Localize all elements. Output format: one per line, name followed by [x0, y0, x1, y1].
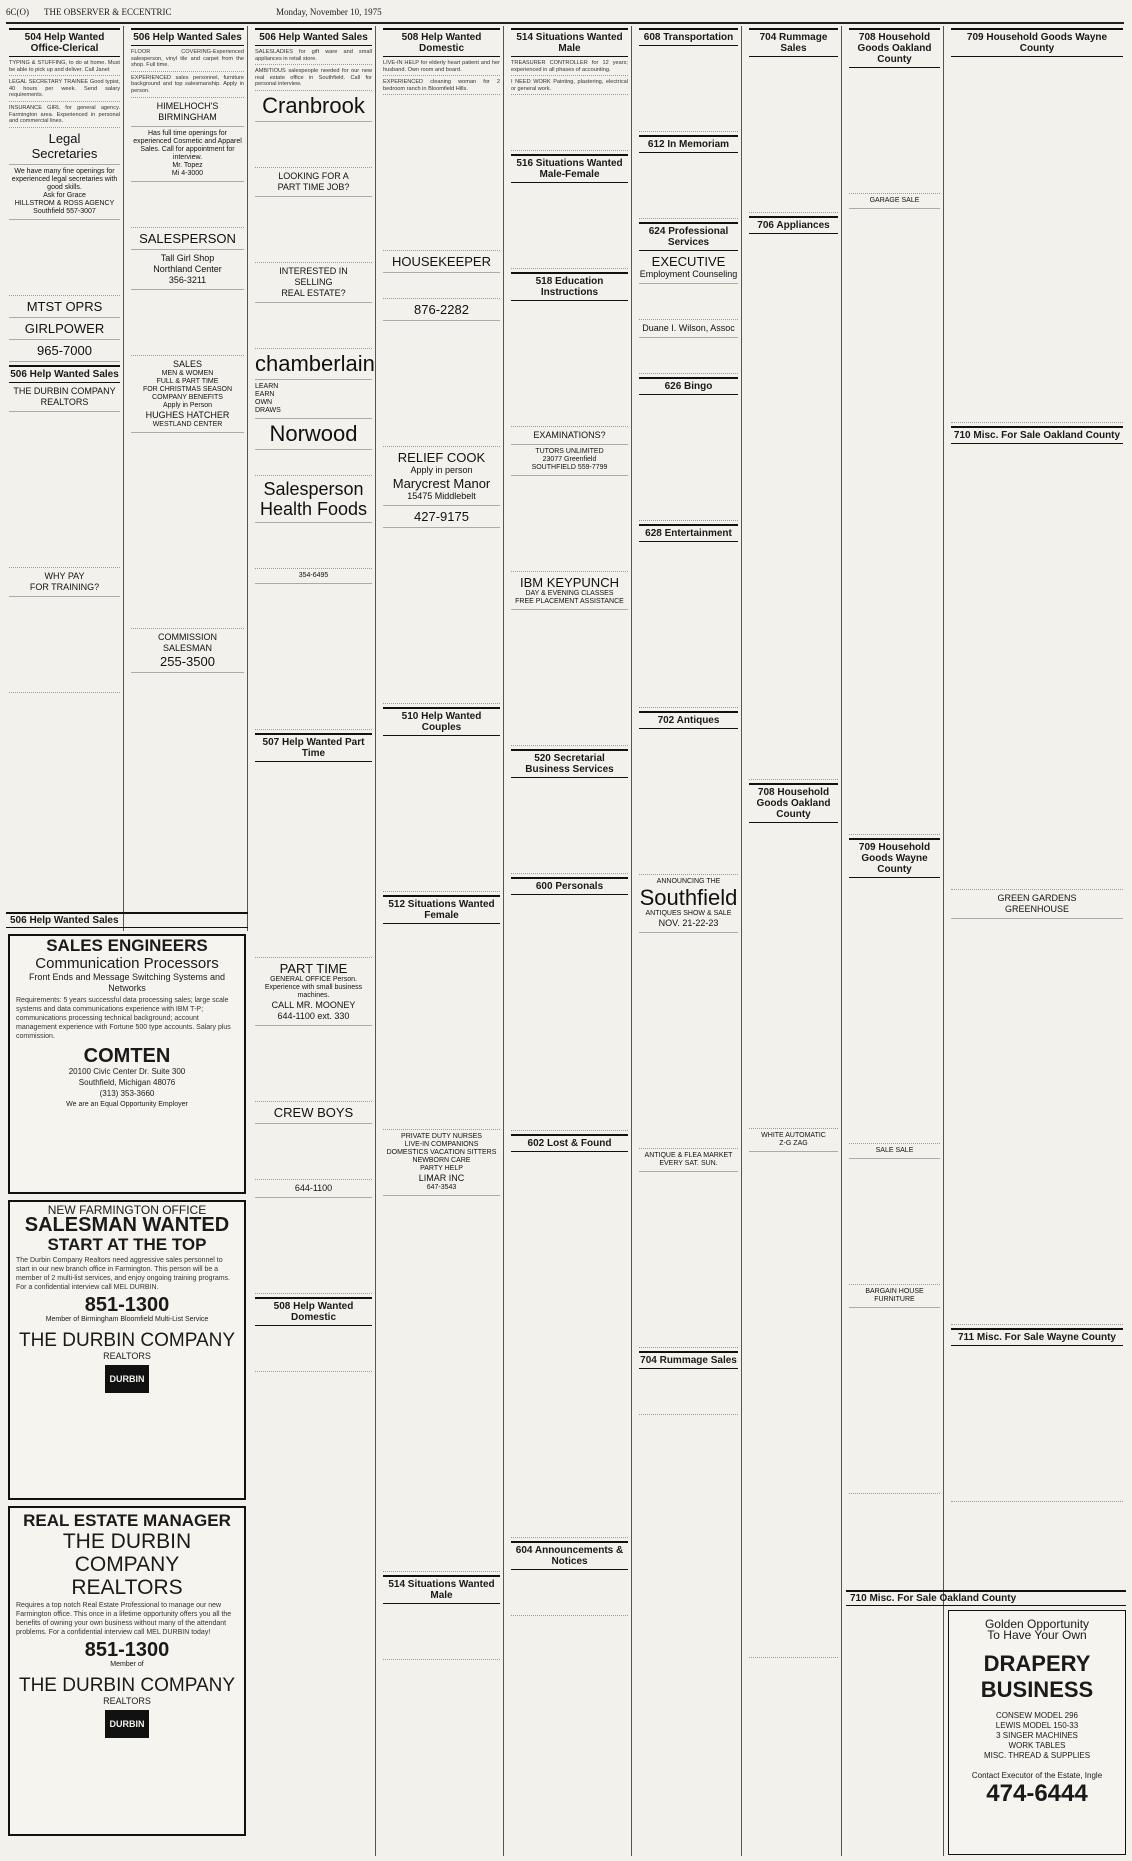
classified-ad: [511, 479, 628, 572]
classified-ad: [639, 732, 738, 875]
classified-ad: [749, 237, 838, 780]
display-ad-crew-boys: CREW BOYS: [255, 1105, 372, 1124]
section-header: 506 Help Wanted Sales: [131, 28, 244, 46]
classified-ad: TREASURER CONTROLLER for 12 years; experienced in all phases of accounting.: [511, 60, 628, 76]
display-ad-phone: 965-7000: [9, 343, 120, 362]
classified-ad: TYPING & STUFFING, to do at home. Must be able to pick up and deliver. Call Janet: [9, 60, 120, 76]
display-ad-examinations: EXAMINATIONS?: [511, 430, 628, 445]
section-header: 507 Help Wanted Part Time: [255, 733, 372, 762]
masthead: [6, 6, 1124, 24]
classified-ad: [383, 739, 500, 892]
classified-ad: [255, 1127, 372, 1180]
classified-ad: EXPERIENCED sales personnel, furniture background and top salesmanship. Apply in person.: [131, 75, 244, 98]
ad-comten: SALES ENGINEERS Communication Processors Front Ends and Message Switching Systems and Networks Requirements: 5 years successful data processing sales; large scale systems and data communications experience with IBM T-P; communications processing technical background; account management experience with Fortune 500 type accounts. Salary plus commission. COMTEN 20100 Civic Center Dr. Suite 300 Southfield, Michigan 48076 (313) 353-3660 We are an Equal Opportunity Employer: [8, 934, 246, 1194]
classified-ad: [511, 613, 628, 746]
section-header: 510 Help Wanted Couples: [383, 707, 500, 736]
section-header: 612 In Memoriam: [639, 135, 738, 153]
display-ad-general-office: PART TIME GENERAL OFFICE Person. Experience with small business machines. CALL MR. MOONEY 644-1100 ext. 330: [255, 961, 372, 1026]
column-5: [508, 26, 632, 1856]
section-header: 520 Secretarial Business Services: [511, 749, 628, 778]
column-2: [128, 26, 248, 931]
section-header: 512 Situations Wanted Female: [383, 895, 500, 924]
classified-ad: [749, 60, 838, 213]
section-header: 508 Help Wanted Domestic: [255, 1297, 372, 1326]
display-ad-learn: LEARN EARN OWN DRAWS: [255, 383, 372, 419]
section-header: 516 Situations Wanted Male-Female: [511, 154, 628, 183]
section-header: 711 Misc. For Sale Wayne County: [951, 1328, 1123, 1346]
classified-ad: [9, 223, 120, 296]
section-header: 706 Appliances: [749, 216, 838, 234]
display-ad-salesperson: SALESPERSON: [131, 231, 244, 250]
display-ad-durbin: THE DURBIN COMPANY REALTORS: [9, 386, 120, 412]
classified-ad: [131, 436, 244, 629]
classified-ad: [749, 826, 838, 1129]
display-ad-part-time: LOOKING FOR A PART TIME JOB?: [255, 171, 372, 197]
classified-ad: [383, 324, 500, 447]
equipment-list: CONSEW MODEL 296 LEWIS MODEL 150-33 3 SINGER MACHINES WORK TABLES MISC. THREAD & SUPPLIES: [983, 1711, 1091, 1760]
classified-ad: [639, 545, 738, 708]
classified-ad: FLOOR COVERING-Experienced salesperson, vinyl tile and carpet from the shop. Full time.: [131, 49, 244, 72]
display-ad-garage-sale: GARAGE SALE: [849, 197, 940, 209]
classified-ad: EXPERIENCED cleaning woman for 2 bedroom ranch in Bloomfield Hills.: [383, 79, 500, 95]
classified-ad: [9, 600, 120, 693]
column-6: [636, 26, 742, 1856]
classified-ad: [131, 293, 244, 356]
display-ad-phone: 427-9175: [383, 509, 500, 528]
section-header: 514 Situations Wanted Male: [383, 1575, 500, 1604]
ad-real-estate-manager: REAL ESTATE MANAGER THE DURBIN COMPANY REALTORS Requires a top notch Real Estate Professional to manage our new Farmington office. This once in a lifetime opportunity offers you all the benefits of owning your own business without many of the attendant problems. For a confidential interview call MEL DURBIN today! 851-1300 Member of THE DURBIN COMPANY REALTORS DURBIN: [8, 1506, 246, 1836]
classified-ad: [639, 1372, 738, 1415]
column-7: [746, 26, 842, 1856]
section-header: 709 Household Goods Wayne County: [951, 28, 1123, 57]
classified-ad: SALESLADIES for gift ware and small appliances in retail store.: [255, 49, 372, 65]
classified-ad: [951, 60, 1123, 423]
display-ad-agency: We have many fine openings for experienced legal secretaries with good skills. Ask for Grace HILLSTROM & ROSS AGENCY Southfield 557-3007: [9, 168, 120, 220]
ad-drapery-business: Golden Opportunity To Have Your Own DRAPERY BUSINESS CONSEW MODEL 296 LEWIS MODEL 150-33 3 SINGER MACHINES WORK TABLES MISC. THREAD & SUPPLIES Contact Executor of the Estate, Ingle 474-6444: [948, 1610, 1126, 1855]
section-header: 708 Household Goods Oakland County: [749, 783, 838, 823]
classified-ad: [951, 1349, 1123, 1502]
display-ad-sale: SALE SALE: [849, 1147, 940, 1159]
display-ad-legal: Legal Secretaries: [9, 131, 120, 165]
display-ad-cosmetics: Has full time openings for experienced Cosmetic and Apparel Sales. Call for appointment for interview. Mr. Topez Mi 4-3000: [131, 130, 244, 182]
classified-ad: [511, 304, 628, 427]
display-ad-limar: PRIVATE DUTY NURSES LIVE-IN COMPANIONS DOMESTICS VACATION SITTERS NEWBORN CARE PARTY HELP LIMAR INC 647-3543: [383, 1133, 500, 1196]
section-header: 624 Professional Services: [639, 222, 738, 251]
display-ad-bargain-house: BARGAIN HOUSE FURNITURE: [849, 1288, 940, 1308]
section-header: 506 Help Wanted Sales: [255, 28, 372, 46]
section-header: 709 Household Goods Wayne County: [849, 838, 940, 878]
classified-ad: [255, 1329, 372, 1372]
section-header: 704 Rummage Sales: [639, 1351, 738, 1369]
classified-ad: LEGAL SECRETARY TRAINEE Good typist, 40 hours per week. Send salary requirements.: [9, 79, 120, 102]
page-number: 6C(O): [6, 7, 29, 17]
column-3: [252, 26, 376, 1856]
comten-logo: COMTEN: [83, 1045, 171, 1067]
display-ad-phone: 644-1100: [255, 1183, 372, 1198]
classified-ad: [639, 1175, 738, 1348]
durbin-logo: DURBIN: [105, 1365, 149, 1393]
classified-ad: [849, 71, 940, 194]
display-ad-chamberlain: chamberlain: [255, 352, 372, 380]
section-header: 602 Lost & Found: [511, 1134, 628, 1152]
display-ad-norwood: Norwood: [255, 422, 372, 450]
classified-ad: [255, 453, 372, 476]
section-header: 508 Help Wanted Domestic: [383, 28, 500, 57]
classified-ad: [849, 1311, 940, 1494]
display-ad-health-foods: Salesperson Health Foods: [255, 479, 372, 523]
classified-ad: [9, 415, 120, 568]
classified-ad: [639, 398, 738, 521]
section-header: 708 Household Goods Oakland County: [849, 28, 940, 68]
classified-ad: [255, 1029, 372, 1102]
display-ad-phone: 876-2282: [383, 302, 500, 321]
column-9: [948, 26, 1126, 1584]
durbin-logo: DURBIN: [105, 1710, 149, 1738]
display-ad-green-gardens: GREEN GARDENS GREENHOUSE: [951, 893, 1123, 919]
classified-ad: [639, 287, 738, 320]
display-ad-executive: EXECUTIVE Employment Counseling: [639, 254, 738, 284]
display-ad-flea-market: ANTIQUE & FLEA MARKET EVERY SAT. SUN.: [639, 1152, 738, 1172]
section-header-sales: 506 Help Wanted Sales: [6, 912, 248, 928]
classified-ad: [639, 936, 738, 1149]
classified-ad: [511, 1573, 628, 1616]
section-header: 704 Rummage Sales: [749, 28, 838, 57]
display-ad-real-estate: INTERESTED IN SELLING REAL ESTATE?: [255, 266, 372, 303]
display-ad-ibm-keypunch: IBM KEYPUNCH DAY & EVENING CLASSES FREE PLACEMENT ASSISTANCE: [511, 575, 628, 610]
display-ad-commission: COMMISSION SALESMAN 255-3500: [131, 632, 244, 673]
classified-ad: [383, 276, 500, 299]
display-ad-girlpower: GIRLPOWER: [9, 321, 120, 340]
display-ad-himelhoch: HIMELHOCH'S BIRMINGHAM: [131, 101, 244, 127]
classified-ad: [255, 526, 372, 569]
classified-ad: [639, 49, 738, 132]
classified-ad: INSURANCE GIRL for general agency. Farmington area. Experienced in personal and commercial lines.: [9, 105, 120, 128]
section-header: 506 Help Wanted Sales: [9, 365, 120, 383]
section-header: 514 Situations Wanted Male: [511, 28, 628, 57]
section-header-misc: 710 Misc. For Sale Oakland County: [846, 1590, 1126, 1606]
classified-ad: [511, 1155, 628, 1538]
column-1: [6, 26, 124, 931]
display-ad-mtst: MTST OPRS: [9, 299, 120, 318]
classified-ad: [255, 125, 372, 168]
display-ad-southfield-antiques: ANNOUNCING THE Southfield ANTIQUES SHOW & SALE NOV. 21-22-23: [639, 878, 738, 933]
section-header: 600 Personals: [511, 877, 628, 895]
classified-ad: [511, 98, 628, 151]
classified-ad: LIVE-IN HELP for elderly heart patient and her husband. Own room and board.: [383, 60, 500, 76]
classified-ad: [255, 1201, 372, 1294]
classified-ad: [849, 1162, 940, 1285]
display-ad-wilson: Duane I. Wilson, Assoc: [639, 323, 738, 338]
ad-farmington: NEW FARMINGTON OFFICE SALESMAN WANTED START AT THE TOP The Durbin Company Realtors need aggressive sales personnel to start in our new branch office in Farmington. This person will be a member of 2 multi-list services, and enjoy ongoing training programs. For a confidential interview call MEL DURBIN. 851-1300 Member of Birmingham Bloomfield Multi-List Service THE DURBIN COMPANY REALTORS DURBIN: [8, 1200, 246, 1500]
classified-ad: [849, 881, 940, 1144]
column-4: [380, 26, 504, 1856]
issue-date: Monday, November 10, 1975: [276, 7, 382, 17]
section-header: 604 Announcements & Notices: [511, 1541, 628, 1570]
section-header: 504 Help Wanted Office-Clerical: [9, 28, 120, 57]
classified-ad: [383, 1199, 500, 1572]
display-ad-tall-girl: Tall Girl Shop Northland Center 356-3211: [131, 253, 244, 290]
classified-ad: [383, 531, 500, 704]
classified-ad: [383, 98, 500, 251]
classified-ad: [639, 341, 738, 374]
classified-ad: [255, 306, 372, 349]
classified-ad: I NEED WORK Painting, plastering, electrical or general work.: [511, 79, 628, 95]
column-8: [846, 26, 944, 1856]
display-ad-housekeeper: HOUSEKEEPER: [383, 254, 500, 273]
classified-ad: [951, 447, 1123, 890]
classified-ad: [849, 212, 940, 835]
classified-ad: [255, 587, 372, 730]
display-ad-zigzag: WHITE AUTOMATIC Z-G ZAG: [749, 1132, 838, 1152]
section-header: 608 Transportation: [639, 28, 738, 46]
classified-ad: [131, 185, 244, 228]
section-header: 628 Entertainment: [639, 524, 738, 542]
paper-name: THE OBSERVER & ECCENTRIC: [44, 7, 172, 17]
display-ad-relief-cook: RELIEF COOK Apply in person Marycrest Manor 15475 Middlebelt: [383, 450, 500, 506]
section-header: 518 Education Instructions: [511, 272, 628, 301]
section-header: 702 Antiques: [639, 711, 738, 729]
classified-ad: [255, 200, 372, 263]
classified-ad: [749, 1155, 838, 1658]
classified-ad: [511, 898, 628, 1131]
classified-ad: [255, 765, 372, 958]
section-header: 626 Bingo: [639, 377, 738, 395]
classified-ad: [511, 781, 628, 874]
display-ad-cranbrook: Cranbrook: [255, 94, 372, 122]
classified-ad: [951, 922, 1123, 1325]
display-ad-tutors: TUTORS UNLIMITED 23077 Greenfield SOUTHFIELD 559-7799: [511, 448, 628, 476]
classified-ad: [383, 927, 500, 1130]
display-ad-hughes-hatcher: SALES MEN & WOMEN FULL & PART TIME FOR CHRISTMAS SEASON COMPANY BENEFITS Apply in Person HUGHES HATCHER WESTLAND CENTER: [131, 359, 244, 433]
classified-ad: [639, 156, 738, 219]
classified-ad: [383, 1607, 500, 1660]
section-header: 710 Misc. For Sale Oakland County: [951, 426, 1123, 444]
display-ad-training: WHY PAY FOR TRAINING?: [9, 571, 120, 597]
classified-ad: [511, 186, 628, 269]
display-ad-phone: 354-6495: [255, 572, 372, 584]
classified-ad: AMBITIOUS salespeople needed for our new real estate office in Southfield. Call for personal interview.: [255, 68, 372, 91]
